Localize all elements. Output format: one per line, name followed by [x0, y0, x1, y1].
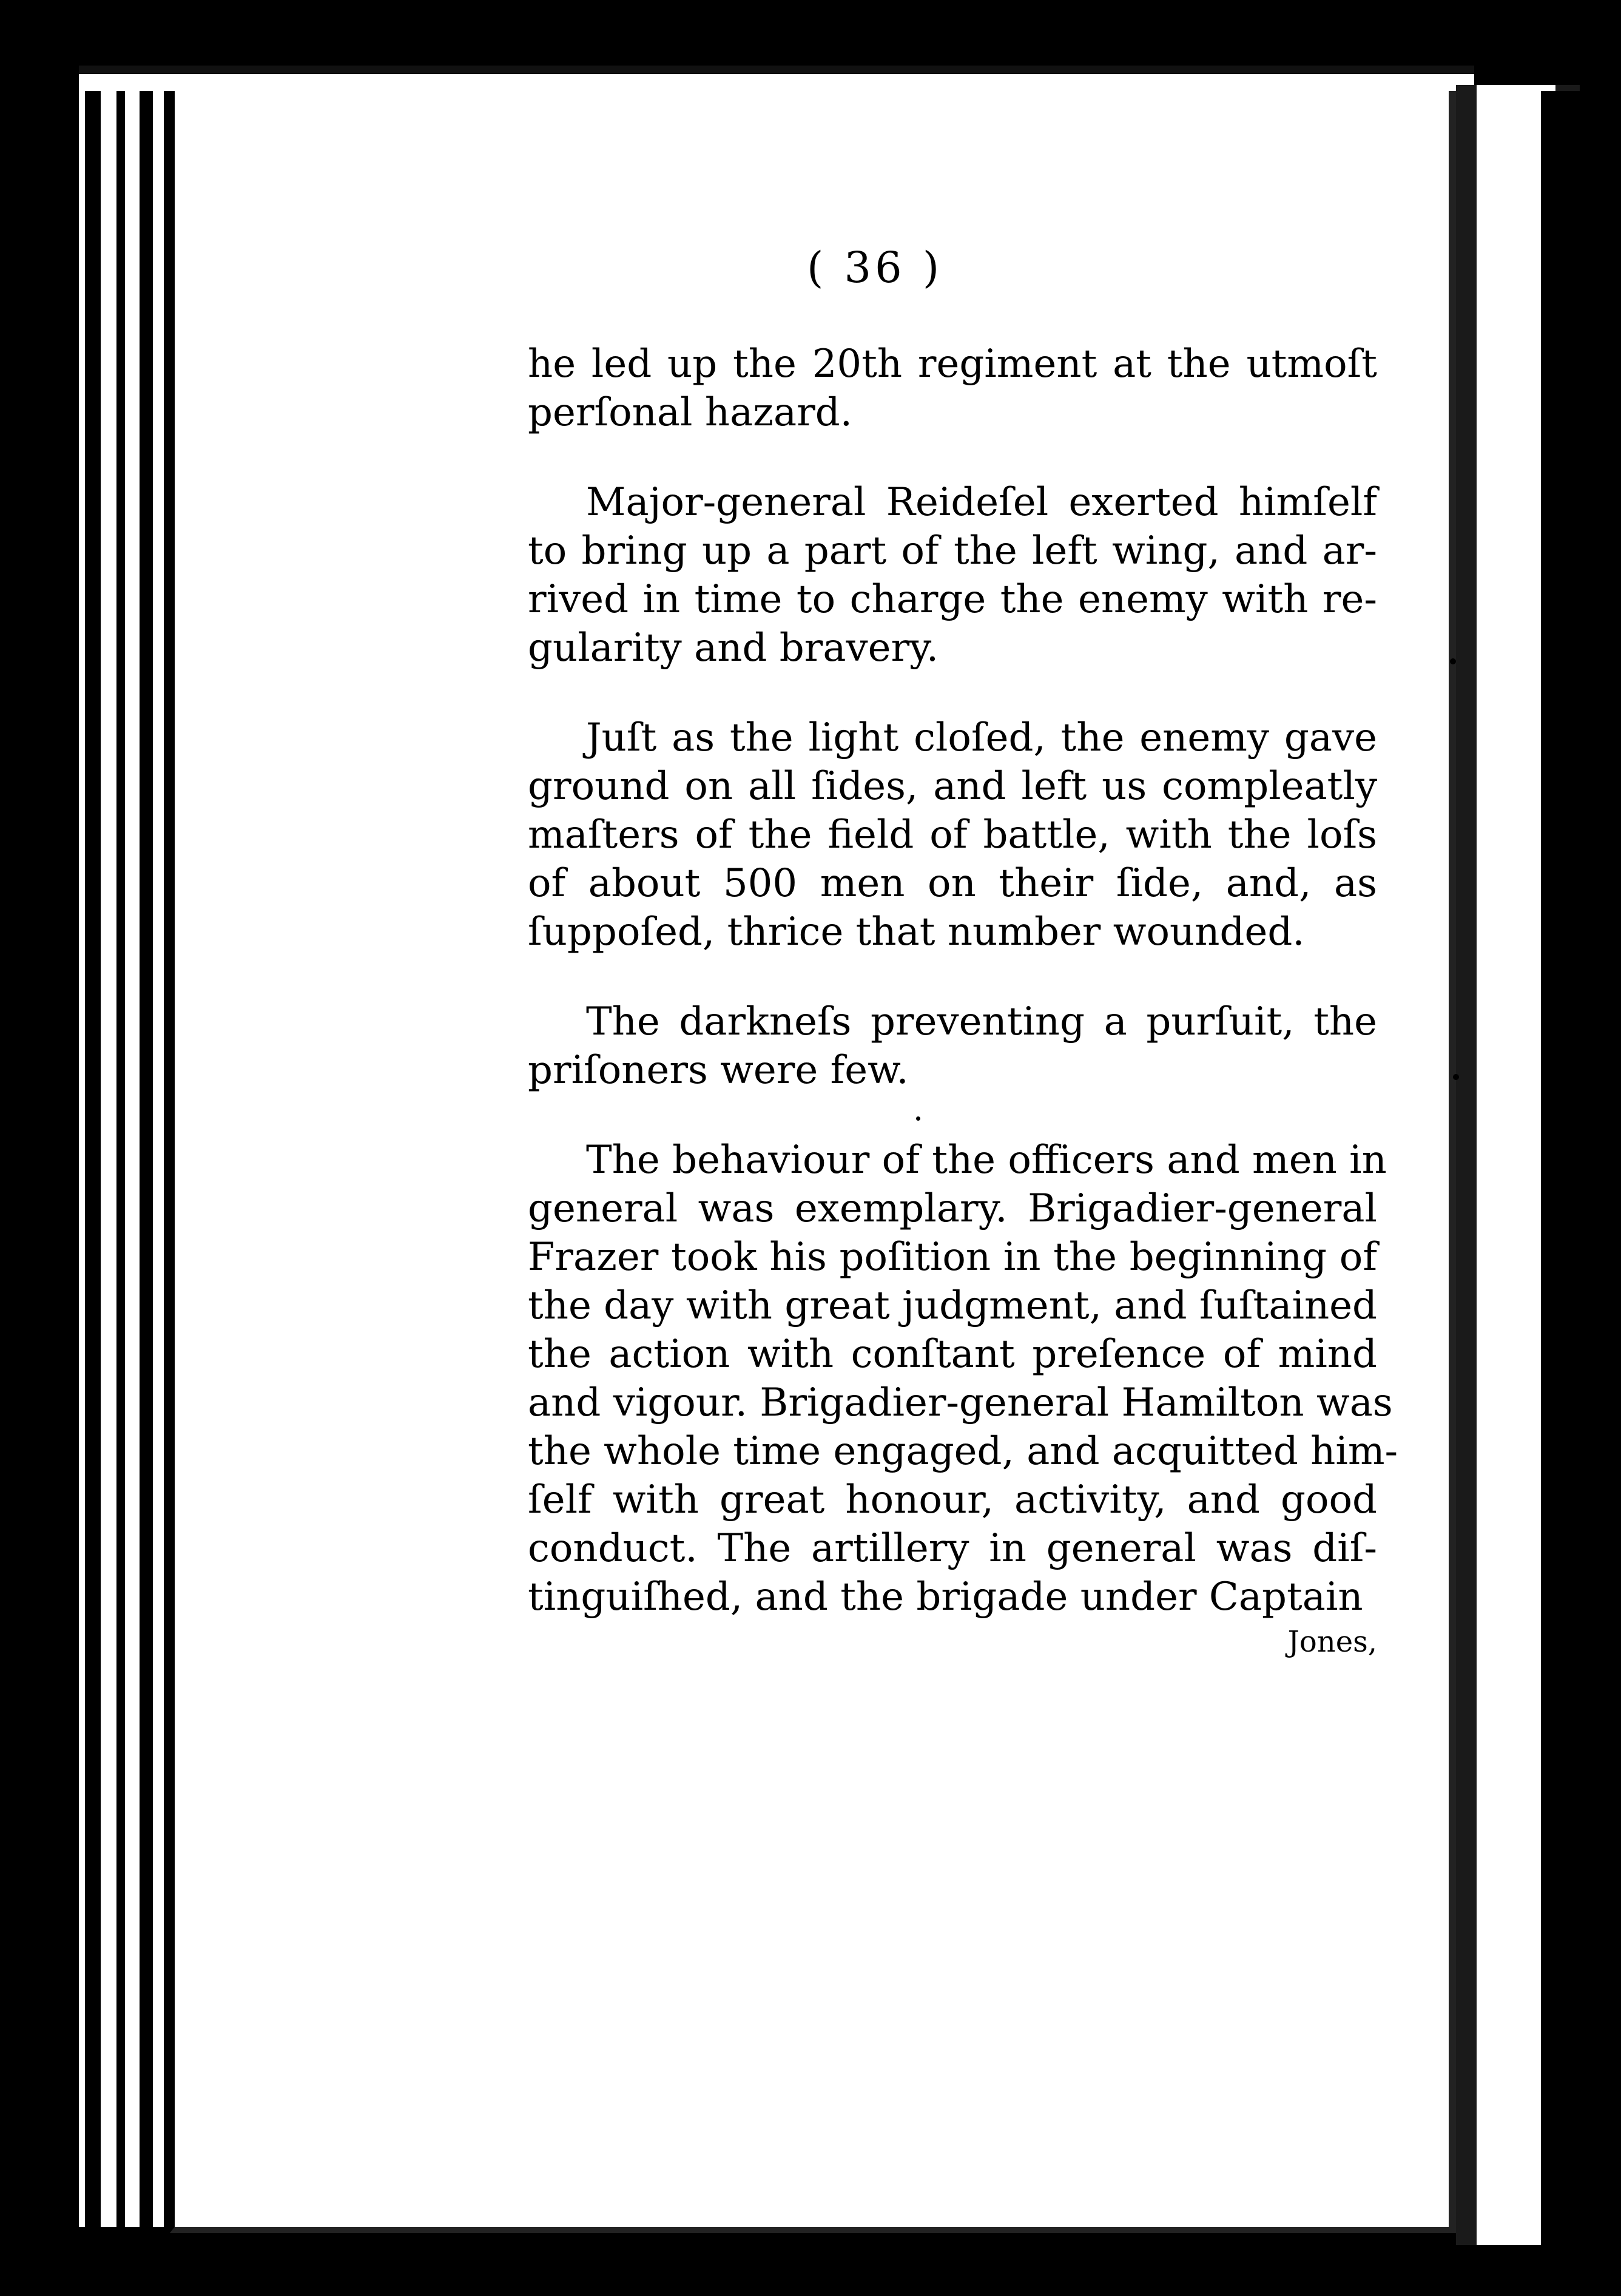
text-line: general was exemplary. Brigadier-general — [528, 1186, 1377, 1231]
text-line: tinguiſhed, and the brigade under Captain — [528, 1575, 1363, 1619]
paragraph — [528, 478, 1377, 672]
text-line: the whole time engaged, and acquitted him- — [528, 1429, 1398, 1474]
ink-speck — [1453, 1074, 1459, 1080]
ink-speck — [1450, 658, 1456, 664]
text-line: maſters of the field of battle, with the loſs — [528, 812, 1377, 857]
binding-shadow — [116, 91, 125, 2227]
paragraph-gap — [528, 672, 1377, 714]
page-number: ( 36 ) — [807, 243, 943, 292]
binding-shadow — [85, 91, 101, 2227]
text-line: The behaviour of the officers and men in — [586, 1138, 1387, 1183]
background-margin — [1541, 91, 1621, 2251]
text-line: to bring up a part of the left wing, and ar- — [528, 528, 1377, 573]
text-line: the day with great judgment, and ſuſtained — [528, 1283, 1377, 1328]
text-line: he led up the 20th regiment at the utmoſt — [528, 342, 1377, 387]
text-line: The darkneſs preventing a purſuit, the — [586, 999, 1377, 1044]
paragraph — [528, 340, 1377, 437]
text-line: ſelf with great honour, activity, and good — [528, 1477, 1377, 1522]
binding-shadow — [140, 91, 153, 2227]
text-line: ſuppoſed, thrice that number wounded. — [528, 910, 1305, 954]
text-line: gularity and bravery. — [528, 626, 939, 670]
text-line: the action with conſtant preſence of mind — [528, 1332, 1377, 1377]
paragraph-gap — [528, 956, 1377, 998]
text-line: conduct. The artillery in general was diſ- — [528, 1526, 1377, 1571]
paragraph — [528, 998, 1377, 1095]
paragraph — [528, 714, 1377, 956]
text-line: of about 500 men on their ſide, and, as — [528, 861, 1377, 906]
text-line: and vigour. Brigadier-general Hamilton was — [528, 1380, 1393, 1425]
text-line: priſoners were few. — [528, 1048, 909, 1093]
text-line: Major-general Reideſel exerted himſelf — [586, 480, 1377, 525]
paragraph-gap — [528, 437, 1377, 478]
text-line: perſonal hazard. — [528, 390, 852, 435]
text-line: Frazer took his poſition in the beginning of — [528, 1235, 1377, 1280]
paragraph-container — [528, 340, 1398, 1621]
body-text — [528, 340, 1398, 1660]
binding-shadow — [164, 91, 170, 2227]
catchword: Jones, — [1287, 1625, 1377, 1659]
paragraph-gap — [528, 1095, 1377, 1136]
text-line: ground on all ſides, and left us compleatly — [528, 764, 1377, 809]
text-line: rived in time to charge the enemy with re- — [528, 577, 1377, 622]
text-line: Juſt as the light cloſed, the enemy gave — [586, 715, 1377, 760]
paragraph — [528, 1136, 1398, 1621]
